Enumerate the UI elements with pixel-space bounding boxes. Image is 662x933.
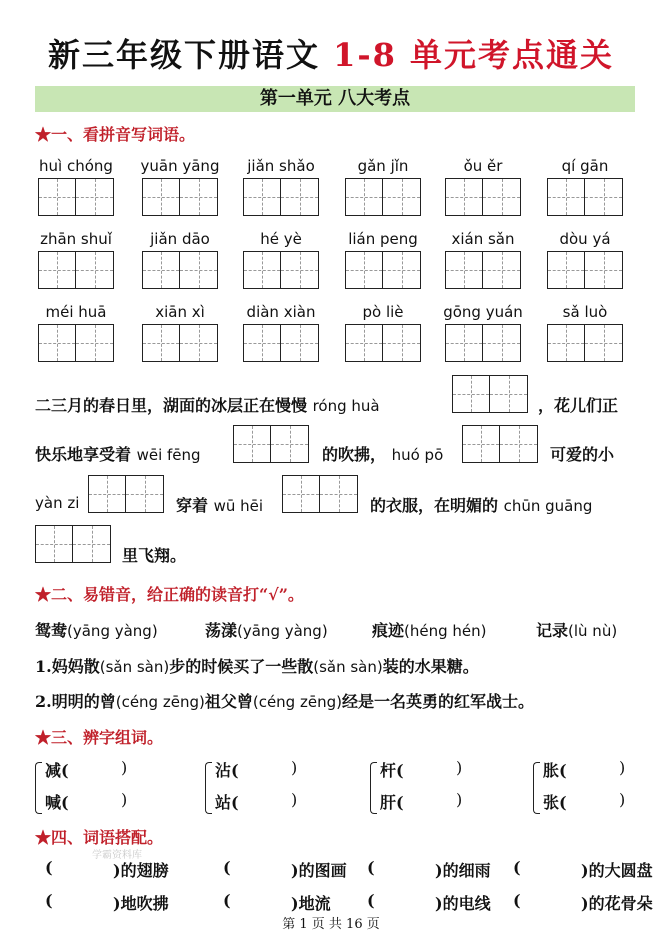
pinyin-text: hé yè: [260, 230, 302, 248]
pinyin-text: xiān xì: [155, 303, 205, 321]
bracket: [205, 762, 212, 814]
section-2-heading: ★二、易错音，给正确的读音打“√”。: [35, 585, 304, 604]
pinyin-text: lián peng: [348, 230, 418, 248]
error-item-4[interactable]: 记录(lù nù): [536, 621, 618, 640]
paragraph-line-2-end: 可爱的小: [550, 445, 615, 464]
pinyin-item: [439, 302, 527, 366]
pinyin-item: [541, 302, 629, 366]
pair-word[interactable]: 喊(: [45, 793, 69, 812]
match-open-paren[interactable]: (: [513, 891, 521, 910]
pinyin-row: [40, 229, 640, 302]
pair-close-paren: ): [619, 758, 626, 777]
pinyin-text: diàn xiàn: [246, 303, 316, 321]
char-pair: [533, 758, 653, 818]
pinyin-item: [237, 156, 325, 220]
answer-box[interactable]: [547, 324, 623, 362]
pinyin-item: [237, 302, 325, 366]
bracket: [35, 762, 42, 814]
match-phrase: )的花骨朵: [581, 894, 653, 913]
match-open-paren[interactable]: (: [45, 858, 53, 877]
match-phrase: )的电线: [435, 894, 491, 913]
match-row-2: [35, 891, 655, 913]
paragraph-line-4: 里飞翔。: [122, 546, 187, 565]
pinyin-item: [32, 229, 120, 293]
char-pair: [370, 758, 490, 818]
pinyin-grid: [40, 156, 640, 375]
pinyin-item: [32, 156, 120, 220]
pinyin-item: [237, 229, 325, 293]
pinyin-text: pò liè: [362, 303, 404, 321]
pinyin-text: huì chóng: [39, 157, 113, 175]
pair-close-paren: ): [291, 790, 298, 809]
answer-box[interactable]: [142, 178, 218, 216]
page-title: [0, 30, 662, 76]
page-footer: 第 1 页 共 16 页: [282, 917, 380, 932]
answer-box[interactable]: [243, 251, 319, 289]
unit-header: 第一单元 八大考点: [35, 86, 635, 112]
match-phrase: )地流: [291, 894, 331, 913]
answer-box[interactable]: [243, 324, 319, 362]
char-pair: [35, 758, 155, 818]
match-open-paren[interactable]: (: [513, 858, 521, 877]
pinyin-text: jiǎn shǎo: [247, 157, 315, 175]
answer-box[interactable]: [38, 178, 114, 216]
title-suffix: 单元考点通关: [410, 36, 615, 74]
pinyin-item: [339, 156, 427, 220]
answer-box[interactable]: [445, 251, 521, 289]
pinyin-item: [439, 156, 527, 220]
answer-box[interactable]: [38, 251, 114, 289]
pinyin-text: ǒu ěr: [463, 157, 503, 175]
pinyin-text: xián sǎn: [451, 230, 515, 248]
pair-word[interactable]: 肝(: [380, 793, 404, 812]
pinyin-item: [339, 229, 427, 293]
pinyin-text: sǎ luò: [562, 303, 608, 321]
pair-word[interactable]: 张(: [543, 793, 567, 812]
pair-close-paren: ): [121, 758, 128, 777]
pair-close-paren: ): [456, 758, 463, 777]
pinyin-item: [541, 156, 629, 220]
answer-box-yanzi[interactable]: [88, 475, 164, 517]
pair-close-paren: ): [291, 758, 298, 777]
answer-box-huopo[interactable]: [462, 425, 538, 467]
pinyin-text: yuān yāng: [140, 157, 220, 175]
bracket: [370, 762, 377, 814]
match-phrase: )的翅膀: [113, 861, 169, 880]
paragraph-line-2-mid: 的吹拂， huó pō: [322, 445, 444, 464]
pinyin-item: [339, 302, 427, 366]
match-phrase: )的图画: [291, 861, 347, 880]
pinyin-text: qí gān: [561, 157, 609, 175]
error-sentence-1[interactable]: 1.妈妈散(sǎn sàn)步的时候买了一些散(sǎn sàn)装的水果糖。: [35, 657, 479, 676]
pair-word[interactable]: 减(: [45, 761, 69, 780]
answer-box[interactable]: [345, 324, 421, 362]
pinyin-text: gǎn jǐn: [357, 157, 409, 175]
answer-box[interactable]: [345, 178, 421, 216]
section-1-heading: ★一、看拼音写词语。: [35, 125, 196, 144]
pinyin-text: zhān shuǐ: [40, 230, 112, 248]
answer-box-wuhei[interactable]: [282, 475, 358, 517]
answer-box[interactable]: [142, 251, 218, 289]
pinyin-text: jiǎn dāo: [150, 230, 210, 248]
answer-box[interactable]: [345, 251, 421, 289]
answer-box-ronghua[interactable]: [452, 375, 528, 417]
match-phrase: )的细雨: [435, 861, 491, 880]
title-prefix: 新三年级下册语文: [47, 36, 320, 74]
answer-box[interactable]: [142, 324, 218, 362]
title-range: 1-8: [333, 36, 397, 74]
answer-box[interactable]: [38, 324, 114, 362]
section-4-heading: ★四、词语搭配。: [35, 828, 164, 847]
pinyin-row: [40, 156, 640, 229]
error-sentence-2[interactable]: 2.明明的曾(céng zēng)祖父曾(céng zēng)经是一名英勇的红军战士。: [35, 692, 534, 711]
match-open-paren[interactable]: (: [223, 891, 231, 910]
pair-close-paren: ): [456, 790, 463, 809]
pair-close-paren: ): [121, 790, 128, 809]
watermark: 学霸资料库: [92, 850, 142, 861]
paragraph-line-3-mid: 穿着 wū hēi: [176, 496, 264, 515]
bracket: [533, 762, 540, 814]
match-phrase: )的大圆盘: [581, 861, 653, 880]
match-row-1: [35, 858, 655, 880]
pinyin-item: [136, 302, 224, 366]
error-item-3[interactable]: 痕迹(héng hén): [372, 621, 487, 640]
paragraph-line-2: 快乐地享受着 wēi fēng: [35, 445, 201, 464]
paragraph-line-1-end: ，花儿们正: [538, 396, 619, 415]
pinyin-item: [136, 229, 224, 293]
pinyin-text: gōng yuán: [443, 303, 523, 321]
pinyin-item: [439, 229, 527, 293]
match-open-paren[interactable]: (: [223, 858, 231, 877]
pinyin-item: [136, 156, 224, 220]
paragraph-line-3-end: 的衣服，在明媚的 chūn guāng: [370, 496, 593, 515]
pinyin-row: [40, 302, 640, 375]
pinyin-item: [32, 302, 120, 366]
answer-box-weifeng[interactable]: [233, 425, 309, 467]
paragraph-line-1: 二三月的春日里，湖面的冰层正在慢慢 róng huà: [35, 396, 380, 415]
pinyin-text: méi huā: [45, 303, 107, 321]
error-item-2[interactable]: 荡漾(yāng yàng): [205, 621, 328, 640]
pair-word[interactable]: 胀(: [543, 761, 567, 780]
pinyin-text: dòu yá: [559, 230, 611, 248]
answer-box[interactable]: [243, 178, 319, 216]
match-phrase: )地吹拂: [113, 894, 169, 913]
match-open-paren[interactable]: (: [367, 891, 375, 910]
answer-box[interactable]: [547, 178, 623, 216]
pair-close-paren: ): [619, 790, 626, 809]
answer-box[interactable]: [445, 324, 521, 362]
answer-box[interactable]: [547, 251, 623, 289]
paragraph-line-3: yàn zi: [35, 494, 80, 512]
match-open-paren[interactable]: (: [367, 858, 375, 877]
error-item-1[interactable]: 鸳鸯(yāng yàng): [35, 621, 158, 640]
pair-word[interactable]: 沾(: [215, 761, 239, 780]
pair-word[interactable]: 站(: [215, 793, 239, 812]
answer-box[interactable]: [445, 178, 521, 216]
pinyin-item: [541, 229, 629, 293]
pair-word[interactable]: 杆(: [380, 761, 404, 780]
char-pair: [205, 758, 325, 818]
section-3-heading: ★三、辨字组词。: [35, 728, 164, 747]
match-open-paren[interactable]: (: [45, 891, 53, 910]
answer-box-chunguang[interactable]: [35, 525, 111, 567]
